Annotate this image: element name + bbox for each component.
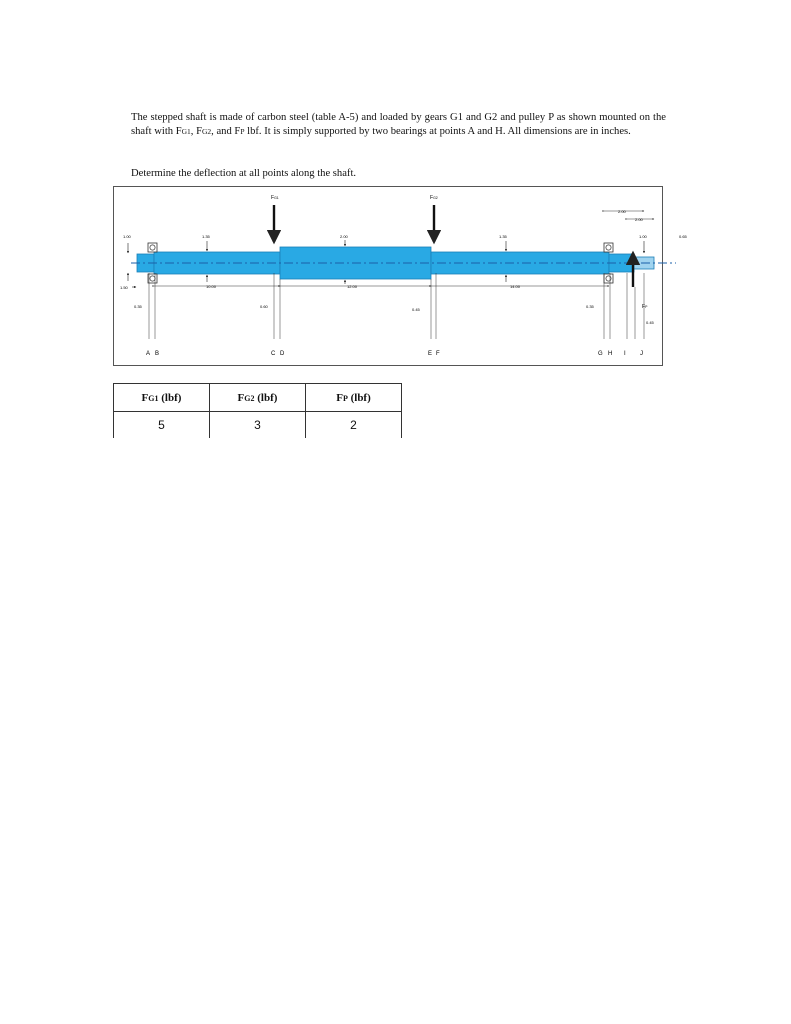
- offset-cd: 0.60: [260, 304, 268, 309]
- value-fp: 2: [306, 412, 402, 439]
- fg2-label: FG2: [430, 195, 438, 201]
- top-dim-b: 2.00: [635, 217, 643, 222]
- force-table: [113, 383, 402, 438]
- shaft-figure: [113, 186, 687, 366]
- question-text: Determine the deflection at all points along the shaft.: [131, 168, 357, 179]
- len-label-1: 10.00: [206, 284, 217, 289]
- dia-label-left: 1.50: [120, 285, 128, 290]
- shaft-diagram: [114, 187, 687, 365]
- offset-ij: 0.45: [646, 320, 654, 325]
- dia-label-1: 1.00: [123, 234, 131, 239]
- point-label-a: A: [146, 351, 151, 357]
- offset-ef: 0.45: [412, 307, 420, 312]
- value-fg2: 3: [210, 412, 306, 439]
- header-fg1: FG1 (lbf): [114, 384, 210, 412]
- value-fg1: 5: [114, 412, 210, 439]
- dia-label-3: 2.00: [340, 234, 348, 239]
- top-dim-a: 2.00: [618, 209, 626, 214]
- header-fp: FP (lbf): [306, 384, 402, 412]
- len-label-3: 14.00: [510, 284, 521, 289]
- dia-label-4: 1.35: [499, 234, 507, 239]
- dia-label-6: 0.65: [679, 234, 687, 239]
- offset-ab: 0.35: [134, 304, 142, 309]
- point-label-i: I: [624, 351, 626, 357]
- point-label-j: J: [640, 351, 643, 357]
- point-label-b: B: [155, 351, 160, 357]
- point-label-h: H: [608, 351, 613, 357]
- point-label-e: E: [428, 351, 433, 357]
- dia-label-2: 1.35: [202, 234, 210, 239]
- header-fg2: FG2 (lbf): [210, 384, 306, 412]
- len-label-2: 12.00: [347, 284, 358, 289]
- point-label-d: D: [280, 351, 285, 357]
- force-table-header: [114, 384, 402, 412]
- fg1-label: FG1: [271, 195, 279, 201]
- problem-statement: The stepped shaft is made of carbon steel (table A-5) and loaded by gears G1 and G2 and pulley P as shown mounted on the shaft with FG1, FG2, and FP lbf. It is simply supported by two bearings at points A and H. All dimensions are in inches.: [131, 112, 666, 137]
- offset-gh: 0.35: [586, 304, 594, 309]
- point-label-c: C: [271, 351, 276, 357]
- point-label-f: F: [436, 351, 440, 357]
- point-label-g: G: [598, 351, 603, 357]
- dia-label-5: 1.00: [639, 234, 647, 239]
- table-row: [114, 412, 402, 439]
- fp-label: FP: [642, 304, 648, 310]
